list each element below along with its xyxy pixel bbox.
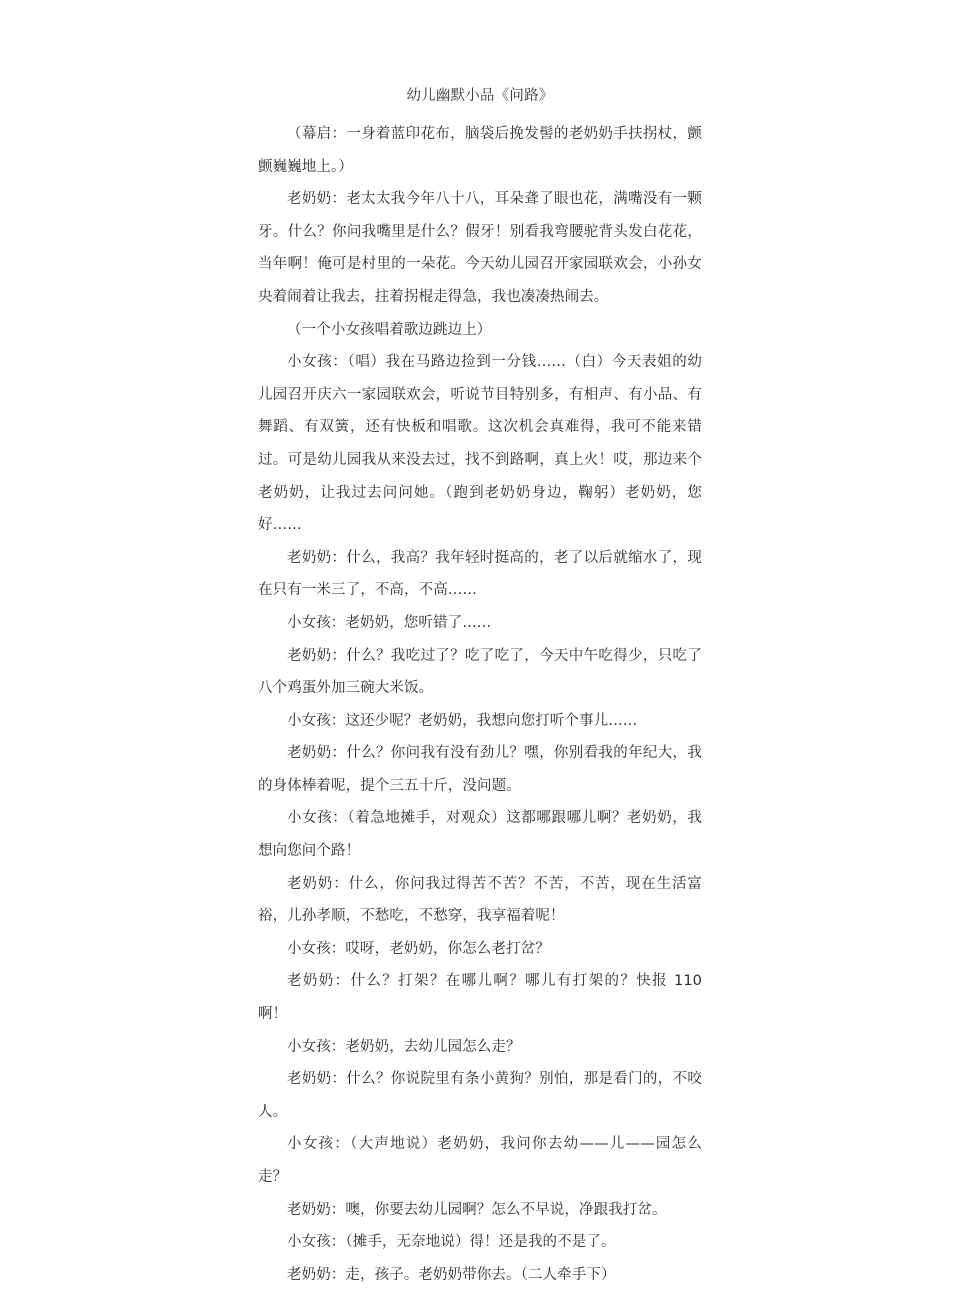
dialogue-paragraph: 小女孩：这还少呢？老奶奶，我想向您打听个事儿…… (287, 712, 638, 729)
dialogue-paragraph: 老奶奶：什么？你问我有没有劲儿？嘿，你别看我的年纪大，我的身体棒着呢，提个三五十斤，没问题。 (258, 745, 702, 794)
dialogue-paragraph: 老奶奶：什么，我高？我年轻时挺高的，老了以后就缩水了，现在只有一米三了，不高，不高…… (258, 549, 702, 599)
dialogue-paragraph: 老奶奶：噢，你要去幼儿园啊？怎么不早说，净跟我打岔。 (287, 1201, 667, 1218)
dialogue-paragraph: 小女孩：老奶奶，去幼儿园怎么走？ (287, 1038, 521, 1055)
dialogue-paragraph: 老奶奶：什么？我吃过了？吃了吃了，今天中午吃得少，只吃了八个鸡蛋外加三碗大米饭。 (258, 647, 702, 697)
stage-direction: （一个小女孩唱着歌边跳边上） (287, 321, 492, 338)
stage-direction-opening: （幕启：一身着蓝印花布，脑袋后挽发髻的老奶奶手扶拐杖，颤颤巍巍地上。） (258, 126, 702, 175)
document-title: 幼儿幽默小品《问路》 (406, 88, 554, 104)
dialogue-paragraph: 老奶奶：什么，你问我过得苦不苦？不苦，不苦，现在生活富裕，儿孙孝顺，不愁吃，不愁穿，我享福着呢！ (258, 875, 702, 925)
dialogue-paragraph: 小女孩：哎呀，老奶奶，你怎么老打岔？ (287, 940, 550, 957)
dialogue-paragraph-closing: 老奶奶：走，孩子。老奶奶带你去。（二人牵手下） (287, 1266, 616, 1283)
dialogue-paragraph: 小女孩：（大声地说）老奶奶，我问你去幼——儿——园怎么走？ (258, 1136, 702, 1185)
dialogue-paragraph: 小女孩：（唱）我在马路边捡到一分钱……（白）今天表姐的幼儿园召开庆六一家园联欢会，听说节目特别多，有相声、有小品、有舞蹈、有双簧，还有快板和唱歌。这次机会真难得，我可不能来错过。可是幼儿园我从来没去过，找不到路啊，真上火！哎，那边来个老奶奶，让我过去问问她。（跑到老奶奶身边，鞠躬）老奶奶，您好…… (258, 354, 702, 534)
document-page (258, 86, 702, 1291)
dialogue-paragraph: 老奶奶：什么？你说院里有条小黄狗？别怕，那是看门的，不咬人。 (258, 1071, 702, 1120)
dialogue-paragraph: 小女孩：老奶奶，您听错了…… (287, 614, 492, 631)
dialogue-paragraph: 小女孩：（着急地摊手，对观众）这都哪跟哪儿啊？老奶奶，我想向您问个路！ (258, 810, 702, 860)
dialogue-paragraph: 老奶奶：什么？打架？在哪儿啊？哪儿有打架的？快报 110 啊！ (258, 973, 702, 1023)
dialogue-paragraph: 老奶奶：老太太我今年八十八，耳朵聋了眼也花，满嘴没有一颗牙。什么？你问我嘴里是什么？假牙！别看我弯腰驼背头发白花花，当年啊！俺可是村里的一朵花。今天幼儿园召开家园联欢会，小孙女央着闹着让我去，拄着拐棍走得急，我也凑凑热闹去。 (258, 191, 702, 305)
dialogue-paragraph: 小女孩：（摊手，无奈地说）得！还是我的不是了。 (287, 1234, 616, 1251)
